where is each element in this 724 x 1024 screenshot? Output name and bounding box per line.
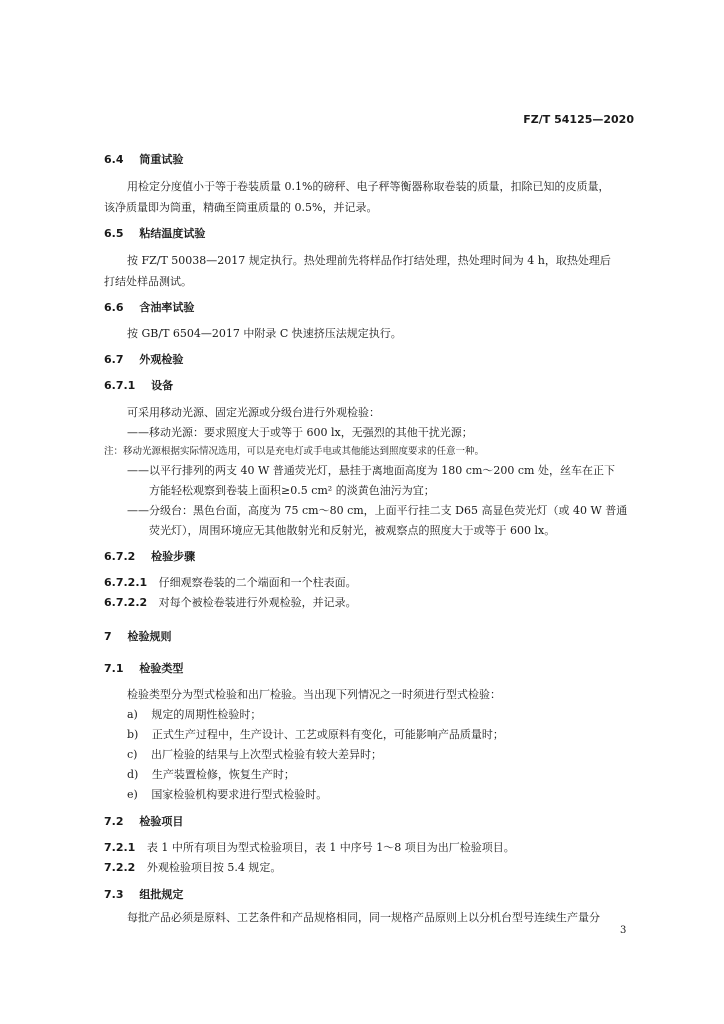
paragraph-line: 该净质量即为筒重，精确至筒重质量的 0.5%，并记录。 [104,201,378,214]
clause-6-7-2-2 [104,596,357,610]
section-6-6-heading [104,301,194,315]
list-text: 出厂检验的结果与上次型式检验有较大差异时； [150,748,382,761]
list-item [127,788,327,802]
section-title: 检验规则 [127,630,172,643]
page-number: 3 [620,925,627,936]
list-item [127,728,504,742]
section-title: 检验项目 [139,815,184,828]
section-6-7-2-heading [104,550,195,564]
section-6-4-heading [104,153,183,167]
clause-number: 6.7.2.1 [104,576,148,589]
list-text: 国家检验机构要求进行型式检验时。 [151,788,328,801]
list-label: d) [127,768,139,781]
section-title: 设备 [151,379,174,392]
clause-number: 6.7.2.2 [104,596,148,609]
paragraph-line: 检验类型分为型式检验和出厂检验。当出现下列情况之一时须进行型式检验： [127,688,501,701]
list-text: 生产装置检修，恢复生产时； [151,768,295,781]
section-title: 筒重试验 [139,153,184,166]
list-text: 规定的周期性检验时； [151,708,262,721]
section-number: 7 [104,630,112,643]
list-item [127,768,295,782]
chapter-7-heading [104,630,172,644]
clause-number: 7.2.1 [104,841,136,854]
paragraph-line: 按 GB/T 6504—2017 中附录 C 快速挤压法规定执行。 [127,327,402,340]
section-title: 含油率试验 [139,301,195,314]
section-title: 组批规定 [139,888,184,901]
clause-6-7-2-1 [104,576,357,590]
clause-number: 7.2.2 [104,861,136,874]
paragraph-line: 打结处样品测试。 [104,275,192,288]
section-title: 外观检验 [139,353,184,366]
clause-7-2-1 [104,841,515,855]
clause-text: 外观检验项目按 5.4 规定。 [146,861,282,874]
standard-code: FZ/T 54125—2020 [523,113,634,126]
section-6-5-heading [104,227,205,241]
section-number: 7.2 [104,815,124,828]
note-line: 注：移动光源根据实际情况选用，可以是充电灯或手电或其他能达到照度要求的任意一种。 [104,446,485,457]
section-title: 检验步骤 [151,550,196,563]
paragraph-line: 按 FZ/T 50038—2017 规定执行。热处理前先将样品作打结处理，热处理时间为 4 h，取热处理后 [127,254,611,267]
clause-text: 对每个被检卷装进行外观检验，并记录。 [158,596,357,609]
list-item [127,748,382,762]
list-text: 正式生产过程中，生产设计、工艺或原料有变化，可能影响产品质量时； [151,728,504,741]
section-number: 6.7.1 [104,379,136,392]
section-6-7-1-heading [104,379,173,393]
list-label: e) [127,788,138,801]
list-item [127,708,261,722]
section-title: 粘结温度试验 [139,227,206,240]
paragraph-line: 每批产品必须是原料、工艺条件和产品规格相同，同一规格产品原则上以分机台型号连续生产量分 [127,911,600,924]
section-number: 7.1 [104,662,124,675]
paragraph-line: 可采用移动光源、固定光源或分级台进行外观检验： [127,406,380,419]
section-number: 6.7.2 [104,550,136,563]
list-label: a) [127,708,138,721]
section-number: 6.6 [104,301,124,314]
clause-7-2-2 [104,861,281,875]
list-label: b) [127,728,139,741]
section-number: 6.5 [104,227,124,240]
section-7-1-heading [104,662,183,676]
section-number: 6.4 [104,153,124,166]
section-7-2-heading [104,815,183,829]
list-item: ——分级台：黑色台面，高度为 75 cm～80 cm，上面平行挂二支 D65 高显色荧光灯（或 40 W 普通 [127,504,628,517]
section-number: 7.3 [104,888,124,901]
section-title: 检验类型 [139,662,184,675]
section-number: 6.7 [104,353,124,366]
clause-text: 表 1 中所有项目为型式检验项目，表 1 中序号 1～8 项目为出厂检验项目。 [146,841,515,854]
section-7-3-heading [104,888,183,902]
clause-text: 仔细观察卷装的二个端面和一个柱表面。 [158,576,357,589]
list-item: ——移动光源：要求照度大于或等于 600 lx，无强烈的其他干扰光源； [127,426,473,439]
list-item: ——以平行排列的两支 40 W 普通荧光灯，悬挂于离地面高度为 180 cm～200 cm 处，丝车在正下 [127,464,615,477]
paragraph-line: 用检定分度值小于等于卷装质量 0.1%的磅秤、电子秤等衡器称取卷装的质量，扣除已知的皮质量， [127,180,610,193]
list-item-continuation: 方能轻松观察到卷装上面积≥0.5 cm² 的淡黄色油污为宜； [149,484,435,497]
list-label: c) [127,748,138,761]
list-item-continuation: 荧光灯），周围环境应无其他散射光和反射光，被观察点的照度大于或等于 600 lx。 [149,524,556,537]
section-6-7-heading [104,353,183,367]
